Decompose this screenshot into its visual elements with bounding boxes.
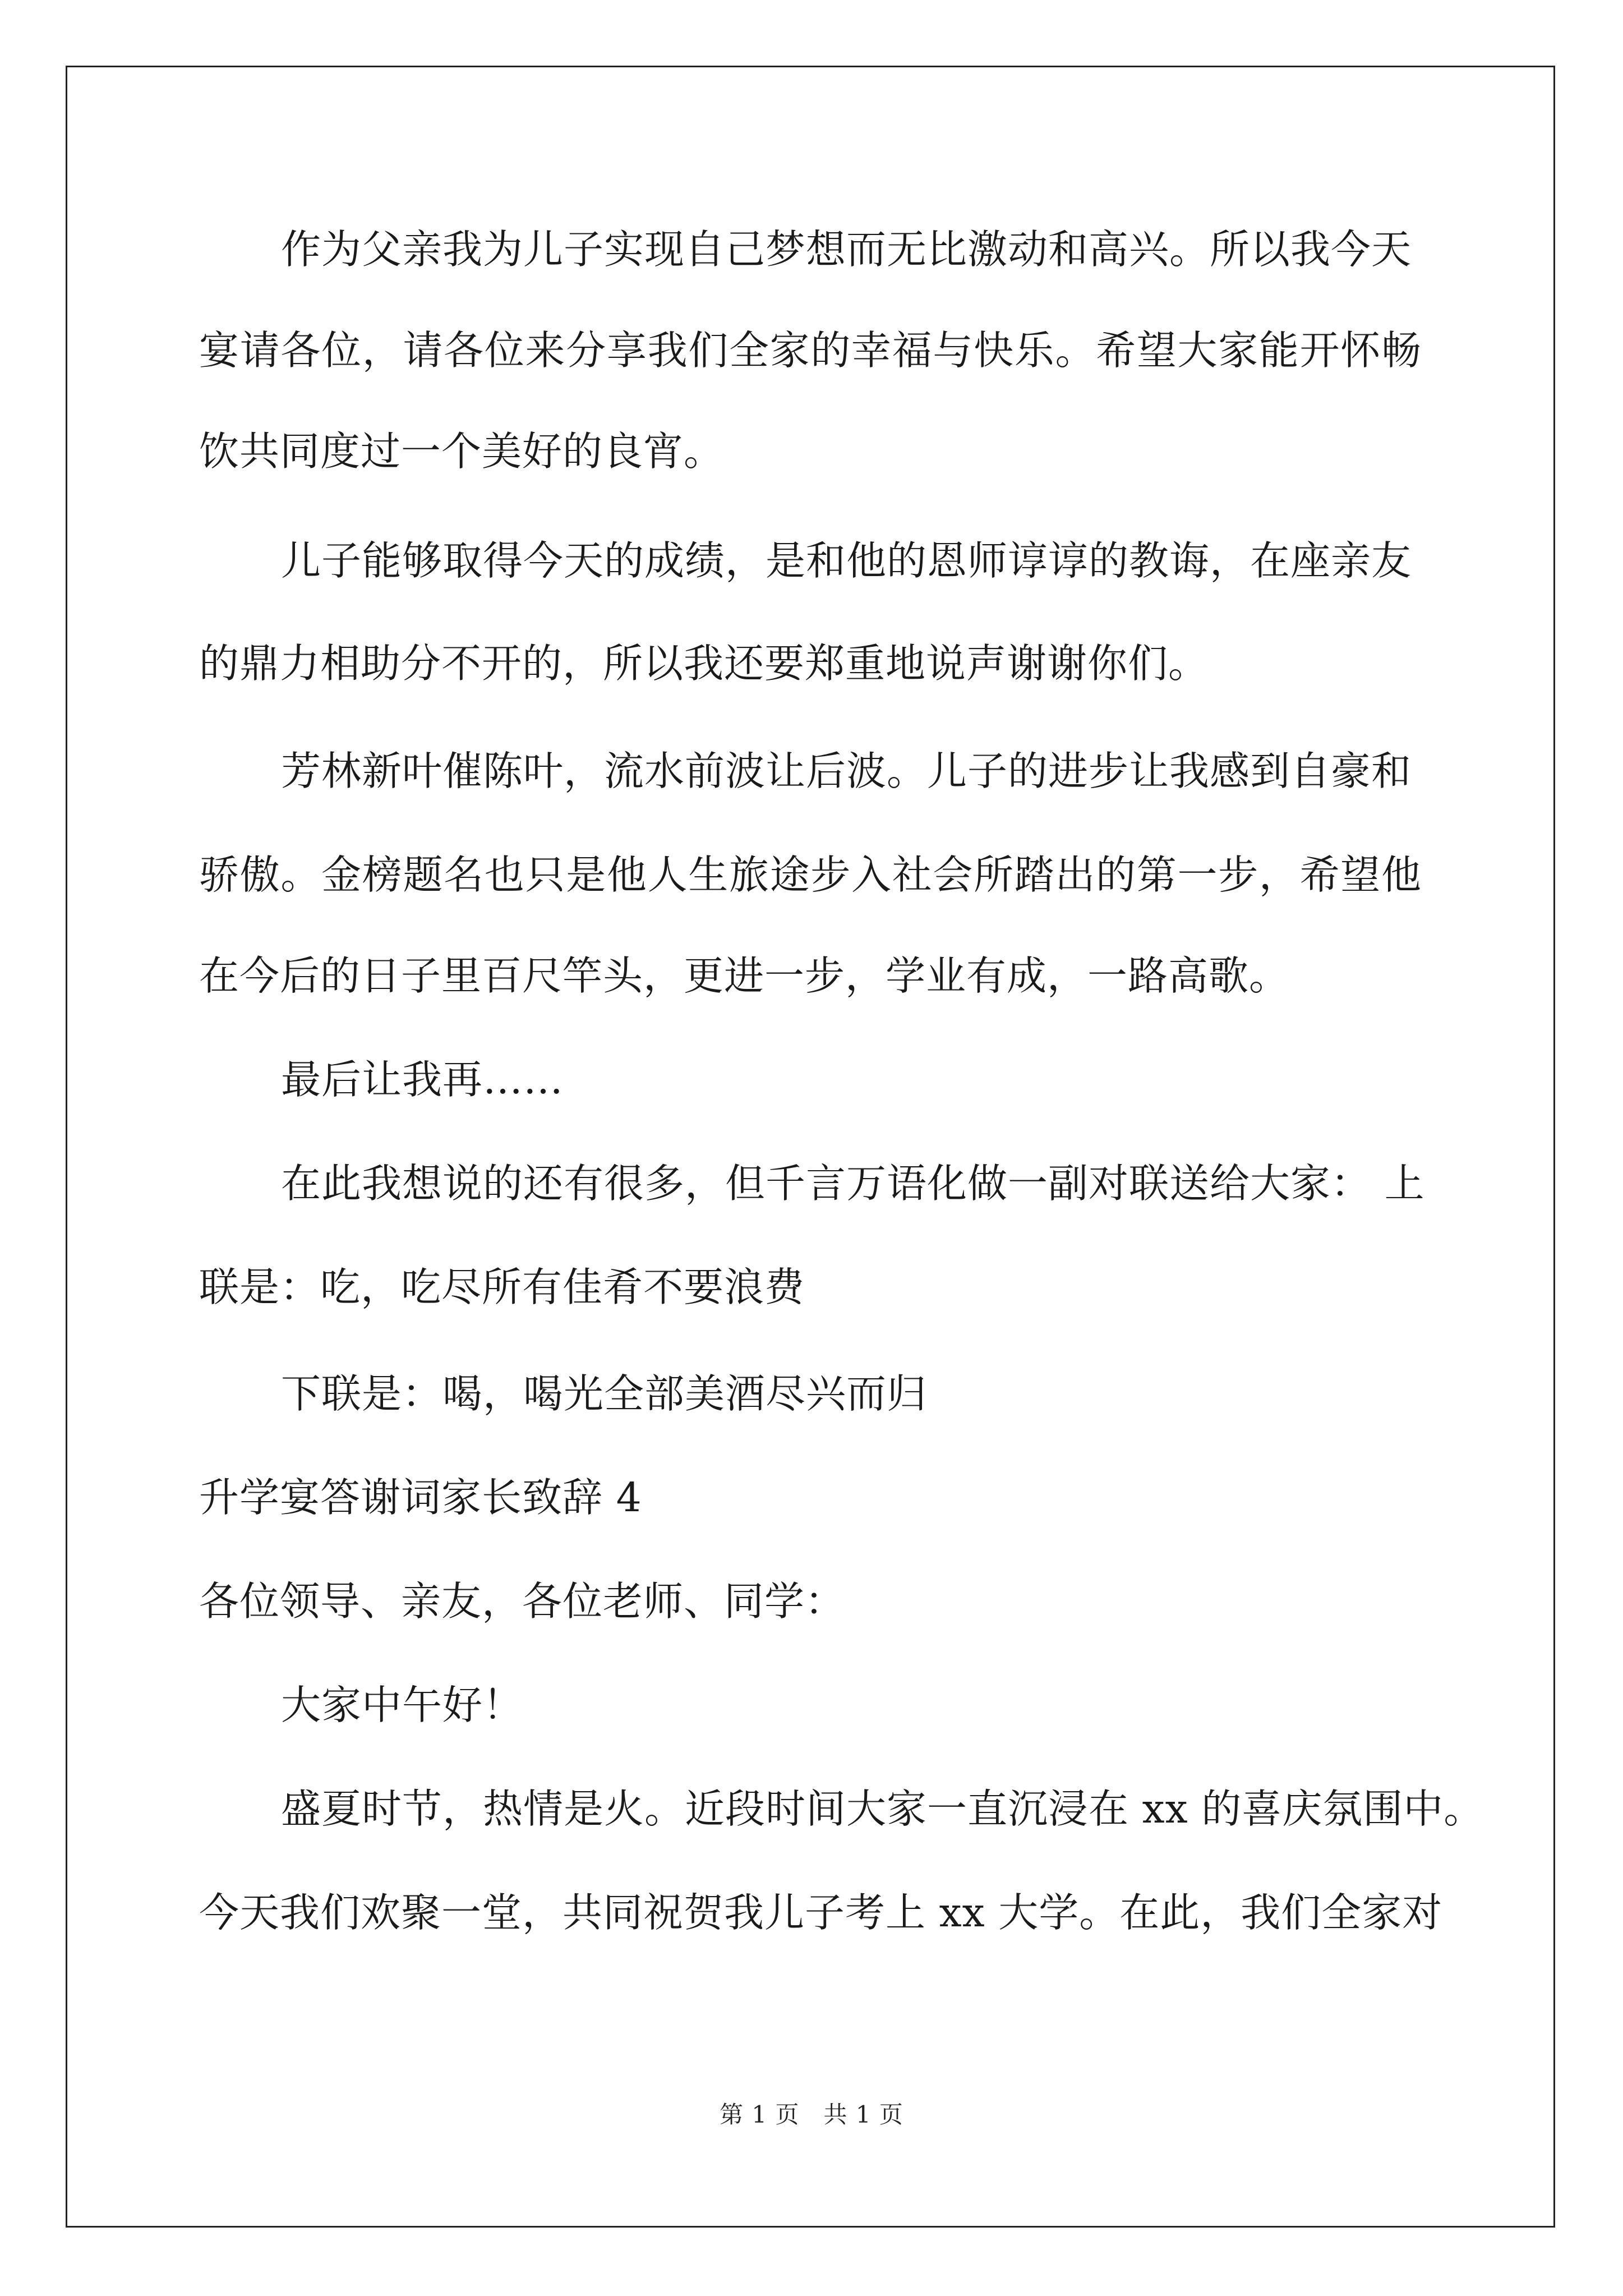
- paragraph-3-line-3: 在今后的日子里百尺竿头，更进一步，学业有成，一路高歌。: [199, 953, 1290, 999]
- paragraph-5-line-2: 联是：吃，吃尽所有佳肴不要浪费: [199, 1264, 805, 1310]
- paragraph-3-line-2: 骄傲。金榜题名也只是他人生旅途步入社会所踏出的第一步，希望他: [199, 852, 1422, 898]
- salutation: 各位领导、亲友，各位老师、同学：: [199, 1578, 846, 1625]
- paragraph-1-line-3: 饮共同度过一个美好的良宵。: [199, 428, 725, 475]
- page-number-footer: 第 1 页 共 1 页: [720, 2101, 903, 2128]
- greeting: 大家中午好！: [281, 1682, 524, 1728]
- paragraph-2-line-2: 的鼎力相助分不开的，所以我还要郑重地说声谢谢你们。: [199, 640, 1209, 687]
- paragraph-1-line-2: 宴请各位，请各位来分享我们全家的幸福与快乐。希望大家能开怀畅: [199, 327, 1422, 374]
- paragraph-6-line-1: 下联是：喝，喝光全部美酒尽兴而归: [281, 1370, 928, 1417]
- paragraph-1-line-1: 作为父亲我为儿子实现自己梦想而无比激动和高兴。所以我今天: [281, 226, 1412, 273]
- paragraph-2-line-1: 儿子能够取得今天的成绩，是和他的恩师谆谆的教诲，在座亲友: [281, 537, 1412, 584]
- paragraph-3-line-1: 芳林新叶催陈叶，流水前波让后波。儿子的进步让我感到自豪和: [281, 748, 1412, 794]
- paragraph-7-line-1: 盛夏时节，热情是火。近段时间大家一直沉浸在 xx 的喜庆氛围中。: [281, 1786, 1484, 1832]
- paragraph-7-line-2: 今天我们欢聚一堂，共同祝贺我儿子考上 xx 大学。在此，我们全家对: [199, 1889, 1443, 1936]
- paragraph-4-line-1: 最后让我再……: [281, 1056, 564, 1103]
- section-heading: 升学宴答谢词家长致辞 4: [199, 1474, 642, 1521]
- paragraph-5-line-1: 在此我想说的还有很多，但千言万语化做一副对联送给大家： 上: [281, 1160, 1425, 1207]
